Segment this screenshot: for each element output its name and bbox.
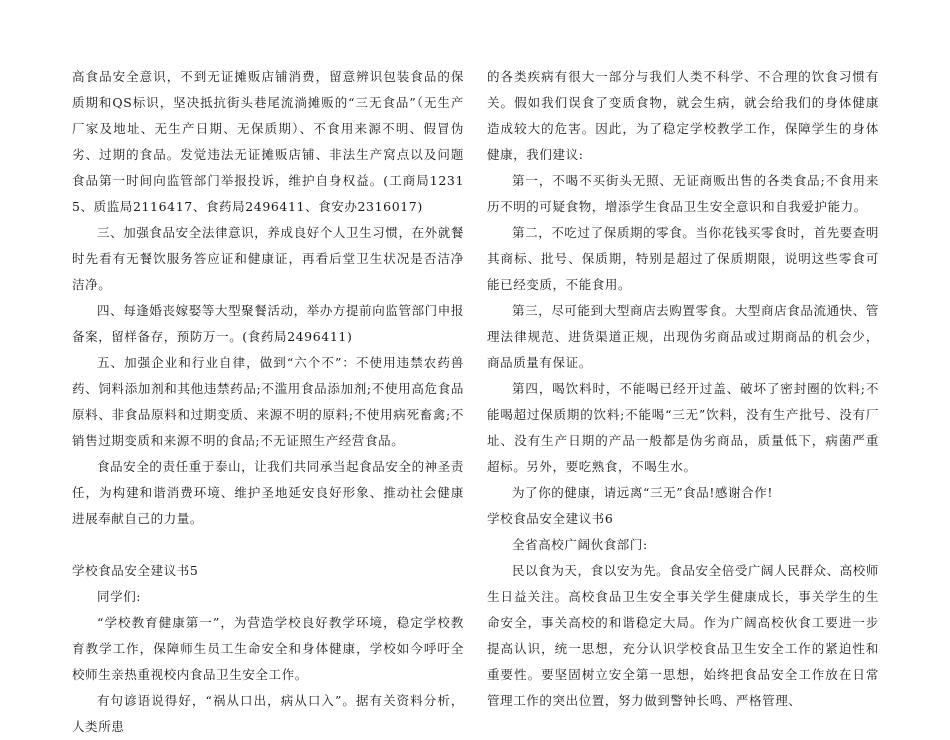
paragraph: 四、每逢婚丧嫁娶等大型聚餐活动，举办方提前向监管部门申报备案，留样备存，预防万一。(食药局2496411) xyxy=(72,303,464,344)
paragraph: 第二，不吃过了保质期的零食。当你花钱买零食时，首先要查明其商标、批号、保质期，特别是超过了保质期限，说明这些零食可能已经变质，不能食用。 xyxy=(487,225,879,292)
paragraph: 食品安全的责任重于泰山，让我们共同承当起食品安全的神圣责任，为构建和谐消费环境、维护圣地延安良好形象、推动社会健康进展奉献自己的力量。 xyxy=(72,459,464,526)
paragraph: 的各类疾病有很大一部分与我们人类不科学、不合理的饮食习惯有关。假如我们误食了变质食物，就会生病，就会给我们的身体健康造成较大的危害。因此，为了稳定学校教学工作，保障学生的身体健康，我们建议: xyxy=(487,69,879,162)
paragraph: 高食品安全意识，不到无证摊贩店铺消费，留意辨识包装食品的保质期和QS标识，坚决抵抗街头巷尾流淌摊贩的“三无食品”（无生产厂家及地址、无生产日期、无保质期）、不食用来源不明、假冒伪劣、过期的食品。发觉违法无证摊贩店铺、非法生产窝点以及问题食品第一时间向监管部门举报投诉，维护自身权益。(工商局12315、质监局2116417、食药局2496411、食安办2316017) xyxy=(72,69,464,214)
paragraph: 为了你的健康，请远离“三无”食品!感谢合作! xyxy=(512,485,774,500)
paragraph: 第三，尽可能到大型商店去购置零食。大型商店食品流通快、管理法律规范、进货渠道正规，出现伪劣商品或过期商品的机会少，商品质量有保证。 xyxy=(487,303,879,370)
left-column xyxy=(72,64,464,740)
paragraph: 民以食为天，食以安为先。食品安全倍受广阔人民群众、高校师生日益关注。高校食品卫生安全事关学生健康成长，事关学生的生命安全，事关高校的和谐稳定大局。作为广阔高校伙食工要进一步提高认识，统一思想，充分认识学校食品卫生安全工作的紧迫性和重要性。要坚固树立安全第一思想，始终把食品安全工作放在日常管理工作的突出位置，努力做到警钟长鸣、严格管理、 xyxy=(487,563,879,708)
section-heading: 学校食品安全建议书6 xyxy=(487,511,614,526)
paragraph: 有句谚语说得好，“祸从口出，病从口入”。据有关资料分析，人类所患 xyxy=(72,693,464,734)
paragraph: “学校教育健康第一”，为营造学校良好教学环境，稳定学校教育教学工作，保障师生员工生命安全和身体健康，学校如今呼吁全校师生亲热重视校内食品卫生安全工作。 xyxy=(72,615,464,682)
paragraph: 第一，不喝不买街头无照、无证商贩出售的各类食品;不食用来历不明的可疑食物，增添学生食品卫生安全意识和自我爱护能力。 xyxy=(487,173,879,214)
paragraph: 五、加强企业和行业自律，做到“六个不”：不使用违禁农药兽药、饲料添加剂和其他违禁药品;不滥用食品添加剂;不使用高危食品原料、非食品原料和过期变质、来源不明的原料;不使用病死畜禽;不销售过期变质和来源不明的食品;不无证照生产经营食品。 xyxy=(72,355,464,448)
section-heading: 学校食品安全建议书5 xyxy=(72,563,199,578)
paragraph: 第四，喝饮料时，不能喝已经开过盖、破坏了密封圈的饮料;不能喝超过保质期的饮料;不能喝“三无”饮料，没有生产批号、没有厂址、没有生产日期的产品一般都是伪劣商品，质量低下，病菌严重超标。另外，要吃熟食，不喝生水。 xyxy=(487,381,879,474)
greeting: 同学们: xyxy=(97,589,142,604)
paragraph: 三、加强食品安全法律意识，养成良好个人卫生习惯，在外就餐时先看有无餐饮服务答应证和健康证，再看后堂卫生状况是否洁净洁净。 xyxy=(72,225,464,292)
right-column xyxy=(487,64,879,714)
greeting: 全省高校广阔伙食部门: xyxy=(512,537,648,552)
